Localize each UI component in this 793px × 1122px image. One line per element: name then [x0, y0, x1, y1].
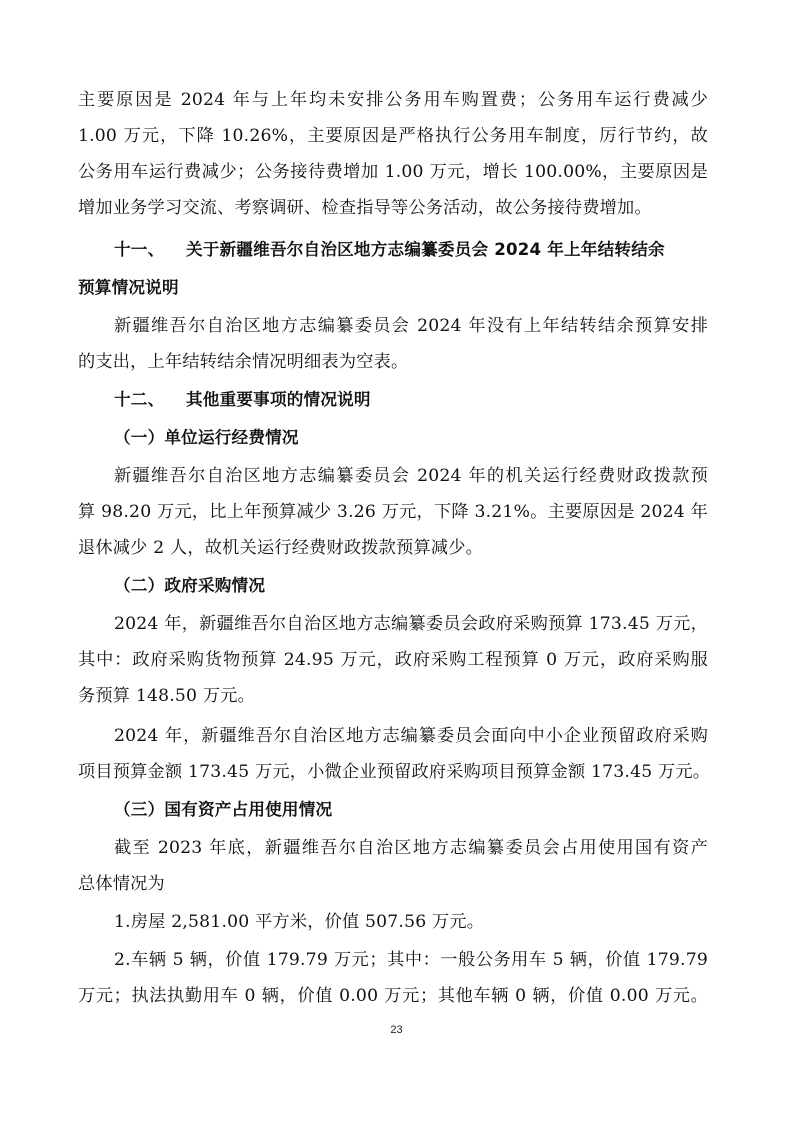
paragraph-line: 算 98.20 万元，比上年预算减少 3.26 万元，下降 3.21%。主要原因是 2024 年 [78, 502, 708, 522]
paragraph-line: 公务用车运行费减少；公务接待费增加 1.00 万元，增长 100.00%，主要原因是 [78, 162, 708, 182]
paragraph-line: 的支出，上年结转结余情况明细表为空表。 [78, 352, 409, 372]
paragraph-line: 1.00 万元，下降 10.26%，主要原因是严格执行公务用车制度，厉行节约，故 [78, 126, 708, 146]
paragraph-line: 项目预算金额 173.45 万元，小微企业预留政府采购项目预算金额 173.45 万元。 [78, 762, 711, 782]
paragraph-line: 2024 年，新疆维吾尔自治区地方志编纂委员会政府采购预算 173.45 万元， [114, 614, 708, 634]
paragraph-line: 新疆维吾尔自治区地方志编纂委员会 2024 年的机关运行经费财政拨款预 [114, 466, 708, 486]
asset-item-1: 1.房屋 2,581.00 平方米，价值 507.56 万元。 [114, 912, 485, 932]
subsection-heading-1: （一）单位运行经费情况 [114, 428, 299, 447]
paragraph-line: 务预算 148.50 万元。 [78, 686, 255, 706]
subsection-heading-3: （三）国有资产占用使用情况 [114, 800, 333, 819]
paragraph-line: 截至 2023 年底，新疆维吾尔自治区地方志编纂委员会占用使用国有资产 [114, 838, 708, 858]
section-heading-11 [114, 232, 708, 268]
paragraph-line: 总体情况为 [78, 874, 165, 894]
section-number: 十一、 [114, 240, 165, 259]
paragraph-line: 退休减少 2 人，故机关运行经费财政拨款预算减少。 [78, 538, 483, 558]
paragraph-line: 主要原因是 2024 年与上年均未安排公务用车购置费；公务用车运行费减少 [78, 90, 708, 110]
page-number: 23 [390, 1024, 403, 1036]
asset-item-2-continued: 万元；执法执勤用车 0 辆，价值 0.00 万元；其他车辆 0 辆，价值 0.00 万元。 [78, 986, 708, 1006]
subsection-heading-2: （二）政府采购情况 [114, 576, 266, 595]
paragraph-line: 2024 年，新疆维吾尔自治区地方志编纂委员会面向中小企业预留政府采购 [114, 726, 708, 746]
section-title: 其他重要事项的情况说明 [186, 390, 371, 409]
section-title-continued: 预算情况说明 [78, 278, 179, 297]
paragraph-line: 增加业务学习交流、考察调研、检查指导等公务活动，故公务接待费增加。 [78, 198, 652, 218]
paragraph-line: 新疆维吾尔自治区地方志编纂委员会 2024 年没有上年结转结余预算安排 [114, 316, 708, 336]
section-heading-12 [114, 382, 708, 418]
asset-item-2: 2.车辆 5 辆，价值 179.79 万元；其中：一般公务用车 5 辆，价值 179.79 [114, 950, 708, 970]
paragraph-line: 其中：政府采购货物预算 24.95 万元，政府采购工程预算 0 万元，政府采购服 [78, 650, 708, 670]
section-number: 十二、 [114, 390, 165, 409]
section-title: 关于新疆维吾尔自治区地方志编纂委员会 2024 年上年结转结余 [186, 240, 665, 259]
